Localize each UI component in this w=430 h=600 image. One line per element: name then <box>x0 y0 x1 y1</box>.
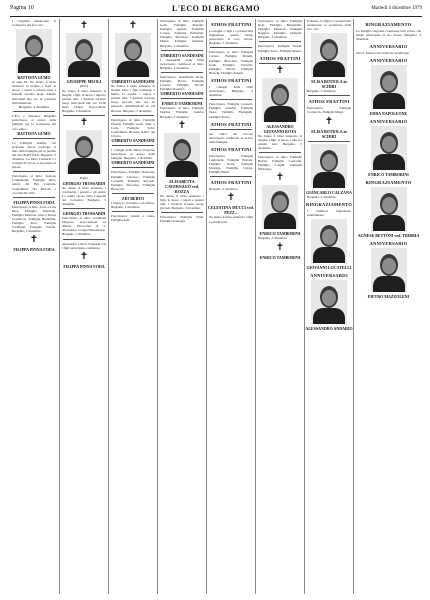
deceased-name: FILIPPA PINNA FODA <box>13 247 55 253</box>
deceased-name: ELISABETTA CAVERNAGO ved. ROZZA <box>165 178 199 194</box>
notice-text: Ne danno il triste annuncio la moglie, i figli, le nuore, i nipoti e parenti tutti. Bergamo, 3 dicembre. <box>258 133 302 150</box>
portrait-photo <box>66 130 102 174</box>
notice-text: Alessandro e Rosa Trussardi con i figli partecipano commossi. <box>62 241 106 250</box>
notice-text: Partecipano al lutto: Sezione Combattenti, Famiglia Riva, Amici del Bar Centrale, Condominio Via Moroni, i coscritti del 1915. <box>12 174 56 195</box>
deceased-name: ZIO BERTO <box>121 195 145 201</box>
deceased-nickname: (Peo) <box>80 84 88 88</box>
notice-text: Bergamo, 3 dicembre. <box>258 236 288 241</box>
divider <box>210 47 252 48</box>
newspaper-title: L'ECO DI BERGAMO <box>171 4 260 13</box>
section-heading: ANNIVERSARIO <box>369 241 408 247</box>
column-3 <box>108 19 157 594</box>
notice-text: La moglie, i figli e i parenti tutti ringraziano quanti hanno partecipato al loro dolore. Bergamo, 3 dicembre. <box>209 29 253 46</box>
notice-text: Partecipano: Gianni e Luisa, Famiglia Sala. <box>111 214 155 223</box>
divider <box>161 212 203 213</box>
divider <box>13 171 55 172</box>
portrait-photo <box>164 133 200 177</box>
deceased-name: GIORGIO TROSSARDI <box>62 211 106 217</box>
divider <box>210 99 252 100</box>
deceased-name: UMBERTO SANDESINI <box>160 52 204 58</box>
portrait-photo <box>371 65 407 109</box>
notice-text: Partecipano: Famiglia Ceresoli, Famiglia Arnoldi, Famiglia Testa, Famiglia Fumagalli, Famiglia Perico. <box>209 102 253 119</box>
section-heading: RINGRAZIAMENTO <box>365 22 412 27</box>
section-heading: ANNIVERSARIO <box>369 58 408 64</box>
deceased-name: ELISA BOTIOLA in SCHIRI <box>311 128 347 139</box>
divider <box>259 152 301 153</box>
portrait-photo <box>311 280 347 324</box>
notice-text: Partecipano al lutto: Comunità religiosa, Associazione ex Allievi, Parrocchia di S. Alessandro, Gruppo Missionario. Bergamo, 3 dicembre. <box>62 216 106 237</box>
deceased-name: UMBERTO SANDESINI <box>111 138 155 144</box>
notice-text: I colleghi della Ditta partecipano. Bergamo, 3 dicembre. <box>209 84 253 98</box>
notice-text: Partecipano al lutto: Famiglia Carrara, Famiglia Moretti, Famiglia Bresciani, Famiglia Galli, Famiglia Previtali, Famiglia Ferrari, Famiglia Bianchi, Famiglia Zanetti. <box>209 50 253 75</box>
notice-text: Gli amici del Circolo partecipano commossi al dolore della famiglia. <box>209 131 253 144</box>
notice-text: Ne danno il triste annuncio i figli e parenti tutti. <box>209 215 253 224</box>
divider <box>112 167 154 168</box>
cross-icon: ✝ <box>79 20 89 31</box>
deceased-name: BATTISTA GUMO <box>17 75 51 81</box>
cross-icon: ✝ <box>29 234 39 246</box>
notice-text: La famiglia ringrazia commossa tutti coloro che hanno partecipato al suo dolore. Bergamo, 3 dicembre. <box>356 29 421 42</box>
page-number: Pagina 10 <box>10 5 34 11</box>
deceased-name: GIORGIO TROSSARDI <box>62 180 106 186</box>
deceased-name: ALESSANDRO ANDARIO <box>305 325 353 331</box>
section-heading: ATHOS FRATTINI <box>259 55 301 61</box>
cross-icon: ✝ <box>275 241 285 253</box>
portrait-photo <box>262 78 298 122</box>
deceased-name: FILIPPA PINNA FODA <box>13 199 55 205</box>
deceased-name: ENRICO TAMBORINI <box>259 231 301 237</box>
notice-text: Partecipano: Famiglia Cortinovis, Famiglia Magri. <box>307 106 351 115</box>
deceased-name: BATTISTA GUMO <box>17 130 51 136</box>
deceased-name: AGNESE BETTONI ved. TRIBBIA <box>357 233 420 239</box>
portrait-photo <box>371 187 407 231</box>
deceased-name: GIOVANNI LOCATELLI <box>306 264 352 270</box>
section-heading: RINGRAZIAMENTO <box>306 201 352 207</box>
cross-icon: ✝ <box>177 119 187 131</box>
cross-icon: ✝ <box>226 192 236 204</box>
deceased-name: PIETRO MAZZOLENI <box>367 294 410 300</box>
divider <box>63 239 105 240</box>
portrait-photo <box>311 144 347 188</box>
deceased-name: ELISA BOTIOLA in SCHIRI <box>311 79 347 90</box>
deceased-name: ENRICO TAMBORINI <box>259 254 301 260</box>
section-heading: ANNIVERSARIO <box>369 44 408 50</box>
deceased-name: UMBERTO SANDESINI <box>111 79 155 84</box>
divider <box>63 115 105 116</box>
deceased-name: UMBERTO SANDESINI <box>111 160 155 166</box>
notice-text: I familiari ringraziano sentitamente. <box>307 208 351 217</box>
portrait-photo <box>16 29 52 73</box>
notice-text: Partecipano: Famiglia Lanfranchi, Famiglia Plebani, Famiglia Scotti, Famiglia Mologni, Famiglia Crippa, Famiglia Baldi. <box>209 153 253 175</box>
column-4 <box>157 19 206 594</box>
deceased-name: ENRICO TAMBORINI <box>161 101 203 107</box>
divider <box>259 63 301 64</box>
divider <box>112 145 154 146</box>
deceased-name: FILIPPA PINNA FODA <box>63 263 105 269</box>
cross-icon: ✝ <box>275 172 285 184</box>
portrait-photo <box>371 126 407 170</box>
deceased-name: EDDA NAPOLEONE <box>369 111 408 117</box>
notice-text: Partecipano: Famiglia Bonacina, Famiglia Cattaneo, Famiglia Locatelli, Famiglia Ravasio, Famiglia Morosini, Famiglia Bertocchi. <box>111 170 155 191</box>
notice-text: Partecipano: Famiglia Suardi, Famiglia Tasca, Famiglia Mazza. <box>258 44 302 53</box>
notice-text: Partecipano: Famiglia Vitali, Famiglia Sonzogni. <box>160 214 204 224</box>
cross-icon: ✝ <box>324 115 334 127</box>
cross-icon: ✝ <box>128 20 138 31</box>
deceased-name: ENRICO TAMBORINI <box>368 172 409 178</box>
notice-text: Partecipano al lutto: Famiglia Pesenti, Famiglia Gotti, Rino e Carla, Famiglia Salvi, Condominio Broseta, Amici del Circolo. <box>111 117 155 139</box>
divider <box>112 211 154 212</box>
notice-text: Bergamo, 3 dicembre. <box>209 187 239 192</box>
portrait-photo <box>311 219 347 263</box>
notice-text: Il marito, la figlia e i parenti tutti annunciano la scomparsa della loro cara <box>307 19 351 32</box>
notice-text: Ne danno il triste annuncio la moglie, i figli, la nuora, i nipoti e parenti tutti. I funerali avranno luogo mercoledì alle ore 14,30 nella Chiesa Parrocchiale. Bergamo, 3 dicembre. <box>62 88 106 113</box>
section-heading: ATHOS FRATTINI <box>210 121 252 127</box>
section-heading: ATHOS FRATTINI <box>210 146 252 152</box>
deceased-name: CELESTINA MUCCI ved. PEZZ... <box>208 205 254 216</box>
notice-location: Bergamo, 3 dicembre <box>18 104 50 109</box>
notice-text: I nipoti lo ricordano con affetto. Bergamo, 3 dicembre. <box>111 200 155 209</box>
divider <box>308 95 350 96</box>
column-5 <box>206 19 255 594</box>
section-heading: ATHOS FRATTINI <box>210 77 252 83</box>
notice-text: Partecipano: Annamaria Rossi, Famiglia Tironi, Famiglia Lazzari, Famiglia Nicoli, Famiglia Invernici. <box>160 74 204 92</box>
divider <box>210 129 252 130</box>
deceased-name: ALESSANDRO GIOVANNI ROTA <box>263 123 297 134</box>
column-1 <box>10 19 58 594</box>
notice-text: Bergamo, 3 dicembre. <box>307 89 337 94</box>
cross-icon: ✝ <box>79 250 89 262</box>
notice-title: Padre <box>80 176 88 181</box>
divider <box>63 208 105 209</box>
column-8 <box>353 19 423 594</box>
divider <box>308 141 350 142</box>
section-heading: ATHOS FRATTINI <box>210 180 252 186</box>
notice-text: Partecipano al lutto: Famiglia Belotti, Famiglia Consonni, Famiglia Longhi, Famiglia Medolago. <box>258 155 302 172</box>
divider <box>210 176 252 177</box>
divider <box>112 115 154 116</box>
cross-icon: ✝ <box>79 117 89 129</box>
notice-text: L'Eco e Ermanno Bergamo partecipano al dolore della famiglia per la scomparsa del caro amico. <box>12 114 56 131</box>
section-heading: ATHOS FRATTINI <box>308 99 350 105</box>
section-heading: RINGRAZIAMENTO <box>365 180 412 186</box>
portrait-photo <box>371 248 407 292</box>
portrait-photo <box>115 33 151 77</box>
notice-text: Ne danno il triste annuncio i figli, le nuore, i nipoti e parenti tutti. I funerali avranno luogo giovedì. Bergamo, 3 dicembre. <box>160 193 204 210</box>
notice-text: Ne danno il triste annuncio la moglie Lina, i figli Giuseppe e Maria, le sorelle, i nipoti e parenti tutti. I funerali avranno luogo giovedì alle ore 10 partendo dall'abitazione in via Broseta. Bergamo, 3 dicembre. <box>111 84 155 113</box>
divider <box>161 50 203 51</box>
column-6 <box>255 19 304 594</box>
notice-text: Una S. Messa sarà celebrata in suffragio. <box>356 51 410 56</box>
portrait-photo <box>311 33 347 77</box>
divider <box>13 138 55 139</box>
notice-text: Partecipano al lutto: Famiglia Pedrini, Famiglia Gamba. Bergamo, 3 dicembre. <box>160 106 204 119</box>
issue-date: Martedì 4 dicembre 1979 <box>371 6 422 11</box>
notice-text: I congiunti annunciano la scomparsa del loro caro <box>12 19 56 28</box>
notice-text: Bergamo, 3 dicembre. <box>307 194 337 199</box>
notice-text: Partecipano al lutto: Famiglia Gatti, Famiglia Bonomi, Famiglia Agazzi, Famiglia Cortesi, Famiglia Pellegrini, Famiglia Marchesi, Famiglia Milesi, Famiglia Ghisleni. Bergamo, 3 dicembre. <box>160 19 204 48</box>
notice-text: I dipendenti della Ditta partecipano commossi al lutto. Bergamo, 3 dicembre. <box>160 57 204 70</box>
section-heading: ANNIVERSARIO <box>310 272 348 278</box>
notice-text: Ne danno il triste annuncio i confratelli, i parenti e gli amici. La salma riposa nella Cappella del Convento. Bergamo, 3 dicembre. <box>62 185 106 206</box>
section-heading: ATHOS FRATTINI <box>210 22 252 27</box>
notice-text: I colleghi della Banca Popolare partecipano al dolore della famiglia. Bergamo, 3 dicembre. <box>111 148 155 161</box>
notice-text: Partecipano al lutto: Livio e Lina Riva, Famiglia Valsecchi, Famiglia Mazzola, Gino e Teresa Cortinovis, Famiglia Brembilla, Famiglia Rota, Famiglia Carminati, Famiglia Zanchi. Bergamo, 3 dicembre. <box>12 204 56 234</box>
deceased-name: GIANCARLO CALZANA <box>306 189 352 195</box>
divider <box>13 197 55 198</box>
portrait-photo <box>66 33 102 77</box>
notice-text: Partecipano al lutto: Famiglia Rota, Famiglia Bergamelli, Famiglia Manzoni, Famiglia Ruggeri, Famiglia Ghilardi. Bergamo, 3 dicembre. <box>258 19 302 40</box>
masthead <box>10 4 422 17</box>
divider <box>161 72 203 73</box>
cross-icon: ✝ <box>275 64 285 76</box>
notice-text: La Famiglia Adelfia con profondo dolore partecipa al lutto della famiglia per la perdita del caro BATTISTA. Bergamo, 3 dicembre. La Ditta Trussardi e i colleghi di lavoro si associano al dolore. <box>12 140 56 170</box>
divider <box>259 41 301 42</box>
deceased-name: GIUSEPPE MEOLI <box>66 79 102 84</box>
divider <box>161 98 203 99</box>
section-heading: ANNIVERSARIO <box>369 119 408 125</box>
portrait-photo <box>262 185 298 229</box>
newspaper-page <box>10 4 422 596</box>
column-2 <box>59 19 108 594</box>
deceased-name: UMBERTO SANDESINI <box>160 91 204 97</box>
column-7 <box>304 19 353 594</box>
divider <box>112 193 154 194</box>
notice-text: di anni 64. Ne danno il triste annuncio la moglie, i figli, le nuore, i nipoti e parenti tutti. I funerali avranno luogo domani mercoledì alle ore 10 partendo dall'abitazione. <box>12 80 56 105</box>
divider <box>13 111 55 112</box>
